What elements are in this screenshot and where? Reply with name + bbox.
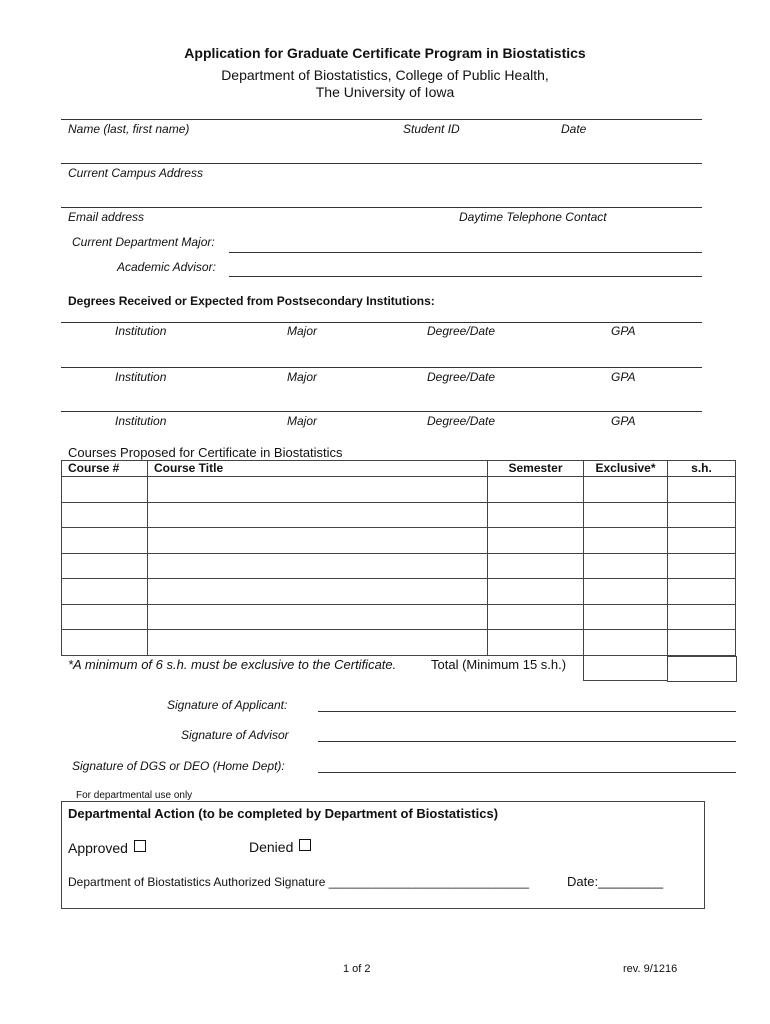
form-title: Application for Graduate Certificate Program in Biostatistics: [184, 45, 586, 61]
institution-label: Institution: [115, 414, 167, 428]
courses-table: [61, 460, 736, 656]
gpa-label: GPA: [611, 414, 636, 428]
courses-header-row: [62, 461, 736, 477]
table-row[interactable]: [62, 502, 736, 528]
major-col-label: Major: [287, 324, 318, 338]
institution-label: Institution: [115, 370, 167, 384]
course-number-cell[interactable]: [62, 477, 148, 503]
course-title-cell[interactable]: [148, 604, 488, 630]
exclusive-cell[interactable]: [584, 630, 668, 656]
email-line[interactable]: [61, 207, 702, 208]
total-exclusive-bottom-border: [583, 680, 667, 681]
university-line: The University of Iowa: [315, 84, 455, 100]
date-label: Date: [561, 122, 587, 136]
course-number-cell[interactable]: [62, 579, 148, 605]
degree-row-3-line[interactable]: [61, 411, 702, 412]
applicant-signature-field[interactable]: [318, 711, 736, 712]
course-number-cell[interactable]: [62, 502, 148, 528]
name-line[interactable]: [61, 119, 702, 120]
exclusive-cell[interactable]: [584, 579, 668, 605]
dgs-signature-field[interactable]: [318, 772, 736, 773]
major-col-label: Major: [287, 370, 318, 384]
exclusive-cell[interactable]: [584, 477, 668, 503]
sh-cell[interactable]: [668, 630, 736, 656]
approved-label: Approved: [68, 840, 128, 856]
exclusive-cell[interactable]: [584, 528, 668, 554]
degree-date-label: Degree/Date: [427, 414, 496, 428]
col-course-number: Course #: [62, 461, 148, 477]
table-row[interactable]: [62, 579, 736, 605]
institution-label: Institution: [115, 324, 167, 338]
total-sh-field[interactable]: [667, 656, 737, 682]
course-title-cell[interactable]: [148, 477, 488, 503]
sh-cell[interactable]: [668, 477, 736, 503]
major-col-label: Major: [287, 414, 318, 428]
semester-cell[interactable]: [488, 579, 584, 605]
degree-row-2-line[interactable]: [61, 367, 702, 368]
sh-cell[interactable]: [668, 579, 736, 605]
departmental-action-heading: Departmental Action (to be completed by Department of Biostatistics): [68, 806, 499, 821]
authorized-signature-field[interactable]: Department of Biostatistics Authorized Signature ______________________________: [68, 875, 530, 889]
exclusive-cell[interactable]: [584, 502, 668, 528]
exclusive-cell[interactable]: [584, 604, 668, 630]
degree-date-label: Degree/Date: [427, 370, 496, 384]
course-title-cell[interactable]: [148, 553, 488, 579]
courses-heading: Courses Proposed for Certificate in Biostatistics: [68, 445, 343, 460]
sh-cell[interactable]: [668, 553, 736, 579]
email-label: Email address: [68, 210, 145, 224]
departmental-action-box: [61, 801, 705, 909]
advisor-field[interactable]: [229, 276, 702, 277]
denied-label: Denied: [249, 839, 294, 855]
semester-cell[interactable]: [488, 553, 584, 579]
degree-row-1-line[interactable]: [61, 322, 702, 323]
advisor-label: Academic Advisor:: [117, 260, 216, 274]
semester-cell[interactable]: [488, 528, 584, 554]
advisor-signature-label: Signature of Advisor: [181, 728, 289, 742]
sh-cell[interactable]: [668, 502, 736, 528]
name-label: Name (last, first name): [68, 122, 190, 136]
major-field[interactable]: [229, 252, 702, 253]
course-number-cell[interactable]: [62, 604, 148, 630]
authorized-date-field[interactable]: Date:_________: [567, 874, 664, 889]
col-sh: s.h.: [668, 461, 736, 477]
campus-address-label: Current Campus Address: [68, 166, 203, 180]
sh-cell[interactable]: [668, 604, 736, 630]
approved-checkbox[interactable]: [134, 840, 146, 852]
table-row[interactable]: [62, 553, 736, 579]
exclusive-note: *A minimum of 6 s.h. must be exclusive to the Certificate.: [68, 657, 397, 672]
gpa-label: GPA: [611, 324, 636, 338]
sh-cell[interactable]: [668, 528, 736, 554]
student-id-label: Student ID: [403, 122, 460, 136]
office-use-note: For departmental use only: [76, 790, 193, 801]
course-number-cell[interactable]: [62, 553, 148, 579]
course-number-cell[interactable]: [62, 528, 148, 554]
course-title-cell[interactable]: [148, 528, 488, 554]
denied-checkbox[interactable]: [299, 839, 311, 851]
revision-label: rev. 9/1216: [623, 963, 678, 975]
approved-option[interactable]: [68, 840, 146, 856]
degrees-heading: Degrees Received or Expected from Postsecondary Institutions:: [68, 294, 435, 308]
total-label: Total (Minimum 15 s.h.): [431, 657, 567, 672]
gpa-label: GPA: [611, 370, 636, 384]
degree-date-label: Degree/Date: [427, 324, 496, 338]
denied-option[interactable]: [249, 839, 311, 855]
semester-cell[interactable]: [488, 604, 584, 630]
course-number-cell[interactable]: [62, 630, 148, 656]
semester-cell[interactable]: [488, 630, 584, 656]
table-row[interactable]: [62, 630, 736, 656]
col-semester: Semester: [488, 461, 584, 477]
applicant-signature-label: Signature of Applicant:: [167, 698, 288, 712]
semester-cell[interactable]: [488, 477, 584, 503]
dgs-signature-label: Signature of DGS or DEO (Home Dept):: [72, 759, 285, 773]
exclusive-cell[interactable]: [584, 553, 668, 579]
table-row[interactable]: [62, 477, 736, 503]
major-label: Current Department Major:: [72, 235, 215, 249]
course-title-cell[interactable]: [148, 579, 488, 605]
col-course-title: Course Title: [148, 461, 488, 477]
phone-label: Daytime Telephone Contact: [459, 210, 607, 224]
advisor-signature-field[interactable]: [318, 741, 736, 742]
total-exclusive-left-border: [583, 656, 585, 681]
col-exclusive: Exclusive*: [584, 461, 668, 477]
table-row[interactable]: [62, 528, 736, 554]
campus-address-line[interactable]: [61, 163, 702, 164]
table-row[interactable]: [62, 604, 736, 630]
semester-cell[interactable]: [488, 502, 584, 528]
course-title-cell[interactable]: [148, 630, 488, 656]
page-number: 1 of 2: [343, 963, 371, 975]
department-line: Department of Biostatistics, College of Public Health,: [221, 67, 549, 83]
course-title-cell[interactable]: [148, 502, 488, 528]
